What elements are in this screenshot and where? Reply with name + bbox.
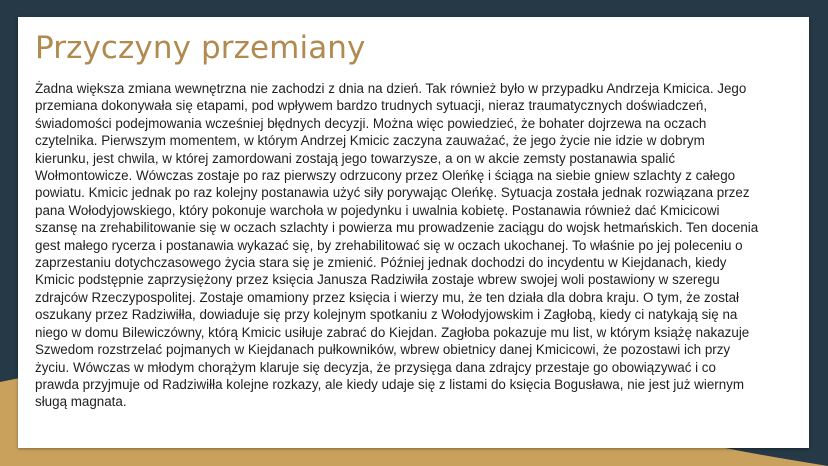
slide-card [18, 17, 809, 448]
slide-title: Przyczyny przemiany [35, 30, 366, 66]
slide-body-text: Żadna większa zmiana wewnętrzna nie zachodzi z dnia na dzień. Tak również było w przypadku Andrzeja Kmicica. Jego przemiana dokonywała się etapami, pod wpływem bardzo trudnych sytuacji, nieraz traumatycznych doświadczeń, świadomości podejmowania wcześniej błędnych decyzji. Można więc powiedzieć, że bohater dojrzewa na oczach czytelnika. Pierwszym momentem, w którym Andrzej Kmicic zaczyna zauważać, że jego życie nie idzie w dobrym kierunku, jest chwila, w której zamordowani zostają jego towarzysze, a on w akcie zemsty postanawia spalić Wołmontowicze. Wówczas zostaje po raz pierwszy odrzucony przez Oleńkę i ściąga na siebie gniew szlachty z całego powiatu. Kmicic jednak po raz kolejny postanawia użyć siły porywając Oleńkę. Sytuacja została jednak rozwiązana przez pana Wołodyjowskiego, który pokonuje warchoła w pojedynku i uwalnia kobietę. Postanawia również dać Kmicicowi szansę na zrehabilitowanie się w oczach szlachty i powierza mu prowadzenie zaciągu do wojsk hetmańskich. Ten docenia gest małego rycerza i postanawia wykazać się, by zrehabilitować się w oczach ukochanej. To właśnie po jej poleceniu o zaprzestaniu dotychczasowego życia stara się je zmienić. Później jednak dochodzi do incydentu w Kiejdanach, kiedy Kmicic podstępnie zaprzysiężony przez księcia Janusza Radziwiła zostaje wbrew swojej woli postawiony w szeregu zdrajców Rzeczypospolitej. Zostaje omamiony przez księcia i wierzy mu, że ten działa dla dobra kraju. O tym, że został oszukany przez Radziwiłła, dowiaduje się przy kolejnym spotkaniu z Wołodyjowskim i Zagłobą, kiedy ci natykają się na niego w domu Bilewiczówny, którą Kmicic usiłuje zabrać do Kiejdan. Zagłoba pokazuje mu list, w którym książę nakazuje Szwedom rozstrzelać pojmanych w Kiejdanach pułkowników, wbrew obietnicy danej Kmicicowi, że pozostawi ich przy życiu. Wówczas w młodym chorążym klaruje się decyzja, że przysięga dana zdrajcy przestaje go obowiązywać i co prawda przyjmuje od Radziwiłła kolejne rozkazy, ale kiedy udaje się z listami do księcia Bogusława, nie jest już wiernym sługą magnata. [35, 81, 759, 410]
